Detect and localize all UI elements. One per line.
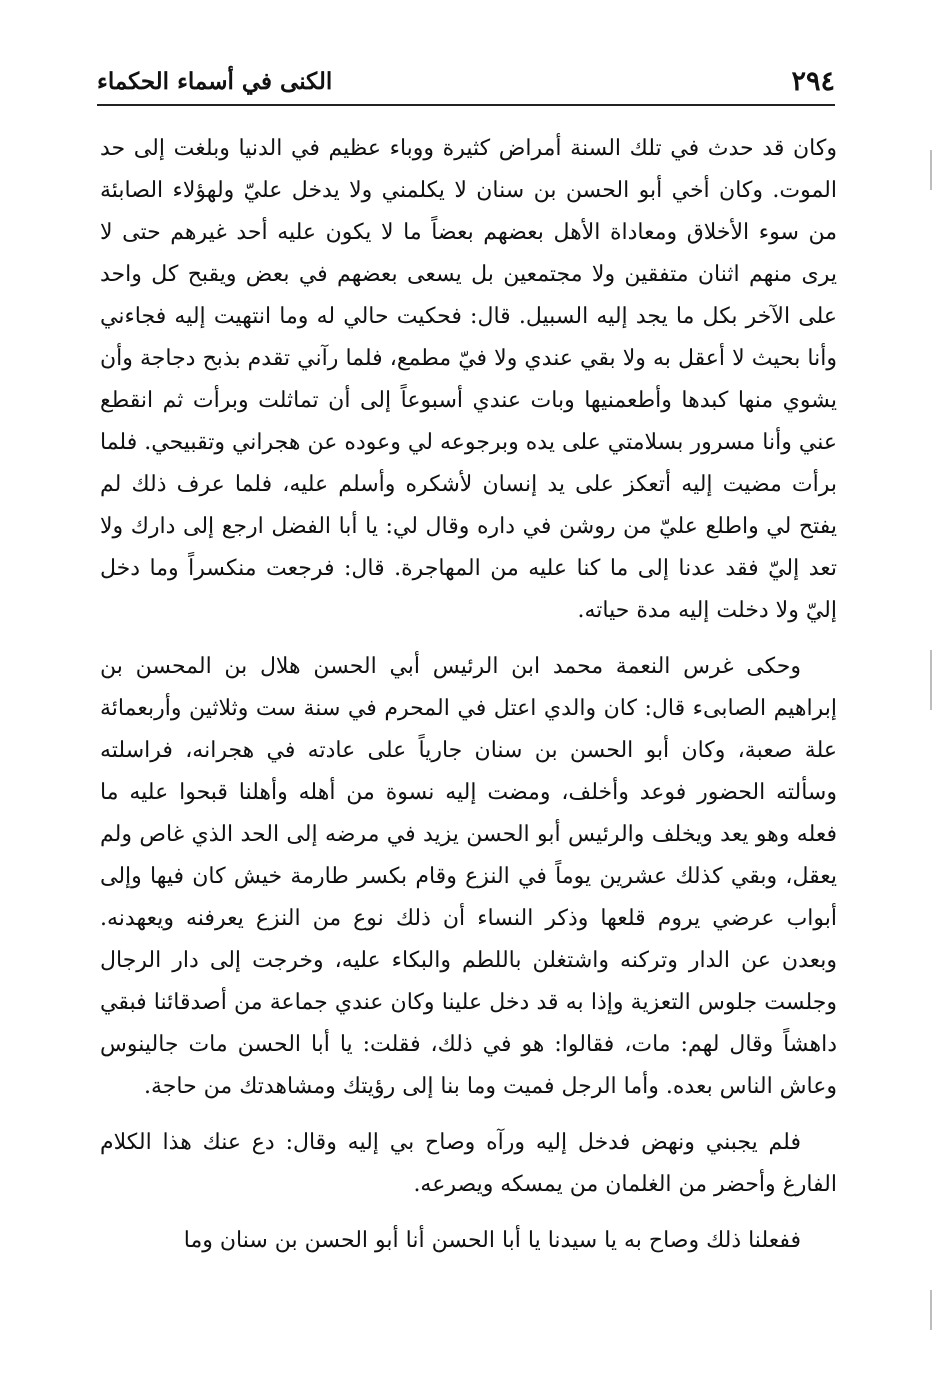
paragraph-1: وكان قد حدث في تلك السنة أمراض كثيرة ووباء عظيم في الدنيا وبلغت إلى حد الموت. وكان أخي أبو الحسن بن سنان لا يكلمني ولا يدخل عليّ ولهؤلاء الصابئة من سوء الأخلاق ومعاداة الأهل بعضهم بعضاً ما لا يكون عليه أحد غيرهم حتى لا يرى منهم اثنان متفقين ولا مجتمعين بل يسعى بعضهم في بعض ويقبح كل واحد على الآخر بكل ما يجد إليه السبيل. قال: فحكيت حالي له وما انتهيت إليه فجاءني وأنا بحيث لا أعقل به ولا بقي عندي ولا فيّ مطمع، فلما رآني تقدم بذبح دجاجة وأن يشوي منها كبدها وأطعمنيها وبات عندي أسبوعاً إلى أن تماثلت وبرأت ثم انقطع عني وأنا مسرور بسلامتي على يده وبرجوعه لي وعوده عن هجراني وتقبيحي. فلما برأت مضيت إليه أتعكز على يد إنسان لأشكره وأسلم عليه، فلما عرف ذلك لم يفتح لي واطلع عليّ من روشن في داره وقال لي: يا أبا الفضل ارجع إلى دارك ولا تعد إليّ فقد عدنا إلى ما كنا عليه من المهاجرة. قال: فرجعت منكسراً وما دخل إليّ ولا دخلت إليه مدة حياته.: [100, 136, 837, 623]
body-text: [100, 128, 837, 1262]
page-header: [97, 60, 835, 106]
scan-edge-mark: [930, 650, 932, 710]
running-title: الكنى في أسماء الحكماء: [97, 68, 333, 95]
paragraph-2: وحكى غرس النعمة محمد ابن الرئيس أبي الحسن هلال بن المحسن بن إبراهيم الصابىء قال: كان والدي اعتل في المحرم في سنة ست وثلاثين وأربعمائة علة صعبة، وكان أبو الحسن بن سنان جارياً على عادته في هجرانه، فراسلته وسألته الحضور فوعد وأخلف، ومضت إليه نسوة من أهله وأهلنا قبحوا عليه ما فعله وهو يعد ويخلف والرئيس أبو الحسن يزيد في مرضه إلى الحد الذي غاص ولم يعقل، وبقي كذلك عشرين يوماً في النزع وقام بكسر طارمة خيش كان فيها وإلى أبواب عرضي يروم قلعها وذكر النساء أن ذلك نوع من النزع يعرفنه ويعهدنه. وبعدن عن الدار وتركنه واشتغلن باللطم والبكاء عليه، وخرجت إلى دار الرجال وجلست جلوس التعزية وإذا به قد دخل علينا وكان عندي جماعة من أصدقائنا فبقي داهشاً وقال لهم: مات، فقالوا: هو في ذلك، فقلت: يا أبا الحسن مات جالينوس وعاش الناس بعده. وأما الرجل فميت وما بنا إلى رؤيتك ومشاهدتك من حاجة.: [100, 654, 837, 1099]
page-number: ٢٩٤: [791, 66, 835, 97]
scan-edge-mark: [930, 1290, 932, 1330]
paragraph-4: ففعلنا ذلك وصاح به يا سيدنا يا أبا الحسن أنا أبو الحسن بن سنان وما: [183, 1228, 801, 1253]
scan-edge-mark: [930, 150, 932, 190]
paragraph-3: فلم يجبني ونهض فدخل إليه ورآه وصاح بي إليه وقال: دع عنك هذا الكلام الفارغ وأحضر من الغلمان من يمسكه ويصرعه.: [100, 1130, 837, 1197]
